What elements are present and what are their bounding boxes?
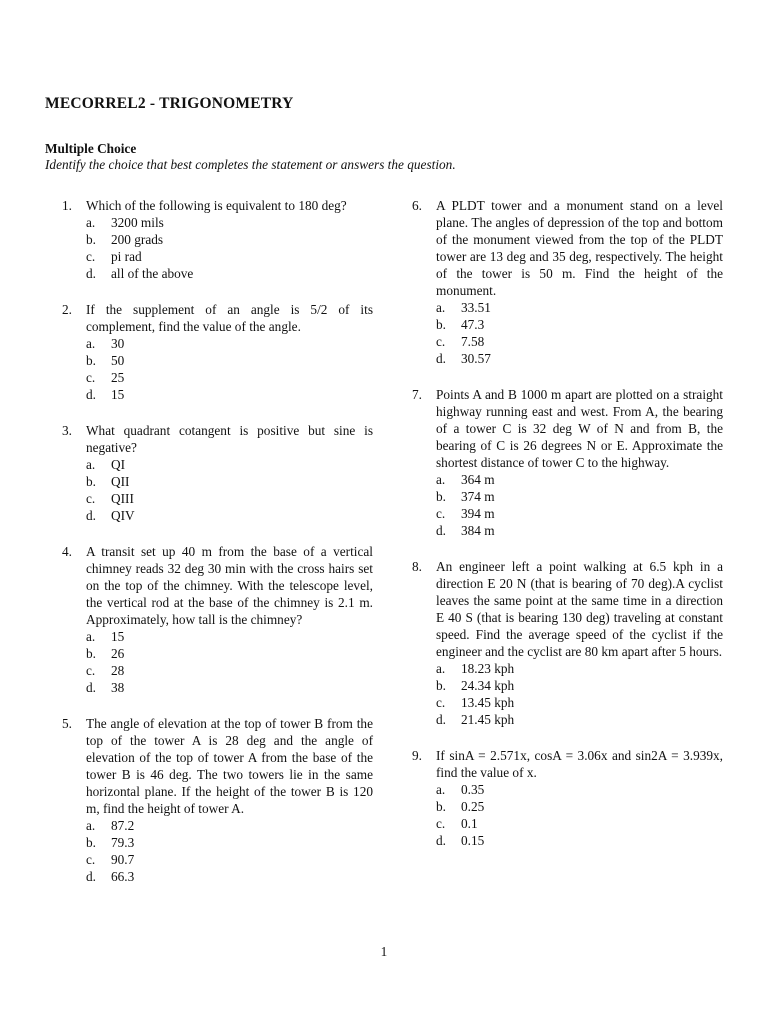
option [86,456,373,473]
option [436,488,723,505]
option-letter: a. [436,782,446,797]
option-text: 0.35 [461,782,485,797]
option [86,834,373,851]
option-letter: d. [86,387,96,402]
option [86,628,373,645]
option [86,817,373,834]
option-text: 0.25 [461,799,485,814]
option-text: 38 [111,680,125,695]
option-text: 30 [111,336,125,351]
option-letter: c. [436,506,446,521]
option-text: 47.3 [461,317,485,332]
option-letter: d. [436,523,446,538]
option-text: 0.15 [461,833,485,848]
option-text: 0.1 [461,816,478,831]
option [86,214,373,231]
option-letter: d. [436,712,446,727]
question-number: 5. [62,716,72,731]
option-letter: d. [86,266,96,281]
option-letter: a. [436,661,446,676]
page-number: 1 [380,944,388,959]
option-letter: d. [436,833,446,848]
option-text: 394 m [461,506,495,521]
option [436,677,723,694]
option-text: QIII [111,491,134,506]
option [436,781,723,798]
option [436,316,723,333]
question-4 [62,543,373,696]
question-5 [62,715,373,885]
option-text: 24.34 kph [461,678,515,693]
option-letter: d. [86,508,96,523]
option-text: 25 [111,370,125,385]
question-number: 4. [62,544,72,559]
option [436,522,723,539]
option-text: 66.3 [111,869,135,884]
question-number: 8. [412,559,422,574]
option-letter: c. [86,370,96,385]
option-letter: b. [436,489,446,504]
option-text: 3200 mils [111,215,164,230]
option-letter: b. [86,353,96,368]
option-letter: b. [86,835,96,850]
question-text: If sinA = 2.571x, cosA = 3.06x and sin2A = 3.939x, find the value of x. [436,748,723,780]
question-text: A transit set up 40 m from the base of a vertical chimney reads 32 deg 30 min with the cross hairs set on the top of the chimney. With the telescope level, the vertical rod at the base of the chimney is 2.1 m. Approximately, how tall is the chimney? [86,544,373,627]
option-text: 79.3 [111,835,135,850]
option [86,851,373,868]
question-8 [412,558,723,728]
option [436,832,723,849]
right-column [412,197,723,849]
option-letter: b. [436,799,446,814]
option-text: 33.51 [461,300,491,315]
option [436,798,723,815]
option-text: 30.57 [461,351,491,366]
question-text: If the supplement of an angle is 5/2 of its complement, find the value of the angle. [86,302,373,334]
question-number: 9. [412,748,422,763]
option-text: 90.7 [111,852,135,867]
option-letter: c. [436,816,446,831]
option [436,815,723,832]
question-text: What quadrant cotangent is positive but sine is negative? [86,423,373,455]
option-text: 13.45 kph [461,695,515,710]
option-letter: b. [436,317,446,332]
option [86,386,373,403]
question-9 [412,747,723,849]
option-letter: b. [436,678,446,693]
question-text: Which of the following is equivalent to 180 deg? [86,198,347,213]
option-letter: a. [436,300,446,315]
option-letter: a. [86,629,96,644]
option-text: 384 m [461,523,495,538]
option [86,231,373,248]
option-text: 15 [111,629,125,644]
option [436,333,723,350]
option [86,248,373,265]
option-text: QII [111,474,130,489]
option [436,299,723,316]
option [86,679,373,696]
option-text: QIV [111,508,135,523]
option-letter: d. [436,351,446,366]
option-text: 18.23 kph [461,661,515,676]
question-text: A PLDT tower and a monument stand on a level plane. The angles of depression of the top and bottom of the monument viewed from the top of the PLDT tower are 13 deg and 35 deg, respectively. The height of the tower is 50 m. Find the height of the monument. [436,198,723,298]
option [86,352,373,369]
question-text: The angle of elevation at the top of tower B from the top of the tower A is 28 deg and the angle of elevation of the top of tower A from the base of the tower B is 46 deg. The two towers lie in the same horizontal plane. If the height of the tower B is 120 m, find the height of tower A. [86,716,373,816]
option [86,490,373,507]
option-letter: b. [86,474,96,489]
question-text: Points A and B 1000 m apart are plotted on a straight highway running east and west. From A, the bearing of a tower C is 32 deg W of N and from B, the bearing of C is 26 degrees N or E. Approximate the shortest distance of tower C to the highway. [436,387,723,470]
question-7 [412,386,723,539]
option [86,507,373,524]
option-text: 50 [111,353,125,368]
option [86,868,373,885]
option-letter: b. [86,232,96,247]
option-letter: c. [86,852,96,867]
option-text: 200 grads [111,232,164,247]
option [436,471,723,488]
option [436,694,723,711]
option-letter: a. [436,472,446,487]
question-1 [62,197,373,282]
section-heading: Multiple Choice [45,141,137,156]
question-number: 7. [412,387,422,402]
option-text: 364 m [461,472,495,487]
option-letter: b. [86,646,96,661]
option [86,265,373,282]
option-letter: c. [436,695,446,710]
option-letter: c. [86,249,96,264]
option [436,660,723,677]
option-letter: d. [86,680,96,695]
question-6 [412,197,723,367]
option [86,473,373,490]
option-text: pi rad [111,249,142,264]
option-letter: c. [86,663,96,678]
left-column [62,197,373,885]
question-number: 1. [62,198,72,213]
question-3 [62,422,373,524]
option [86,662,373,679]
document-title: MECORREL2 - TRIGONOMETRY [45,95,294,112]
question-text: An engineer left a point walking at 6.5 kph in a direction E 20 N (that is bearing of 70 deg).A cyclist leaves the same point at the same time in a direction E 40 S (that is bearing 130 deg) traveling at constant speed. Find the average speed of the cyclist if the engineer and the cyclist are 80 km apart after 5 hours. [436,559,723,659]
option [436,350,723,367]
option-text: 7.58 [461,334,485,349]
option-letter: c. [436,334,446,349]
option-text: 21.45 kph [461,712,515,727]
option-text: all of the above [111,266,194,281]
option-letter: a. [86,215,96,230]
option-text: 15 [111,387,125,402]
option-letter: d. [86,869,96,884]
option-letter: c. [86,491,96,506]
option-text: 26 [111,646,125,661]
option-letter: a. [86,818,96,833]
option [436,711,723,728]
option-text: 374 m [461,489,495,504]
option [86,369,373,386]
option [436,505,723,522]
option-text: QI [111,457,126,472]
question-2 [62,301,373,403]
option-letter: a. [86,457,96,472]
option [86,645,373,662]
question-number: 3. [62,423,72,438]
question-number: 2. [62,302,72,317]
option-text: 87.2 [111,818,135,833]
option-text: 28 [111,663,125,678]
option [86,335,373,352]
instructions: Identify the choice that best completes the statement or answers the question. [45,157,456,172]
option-letter: a. [86,336,96,351]
question-number: 6. [412,198,422,213]
